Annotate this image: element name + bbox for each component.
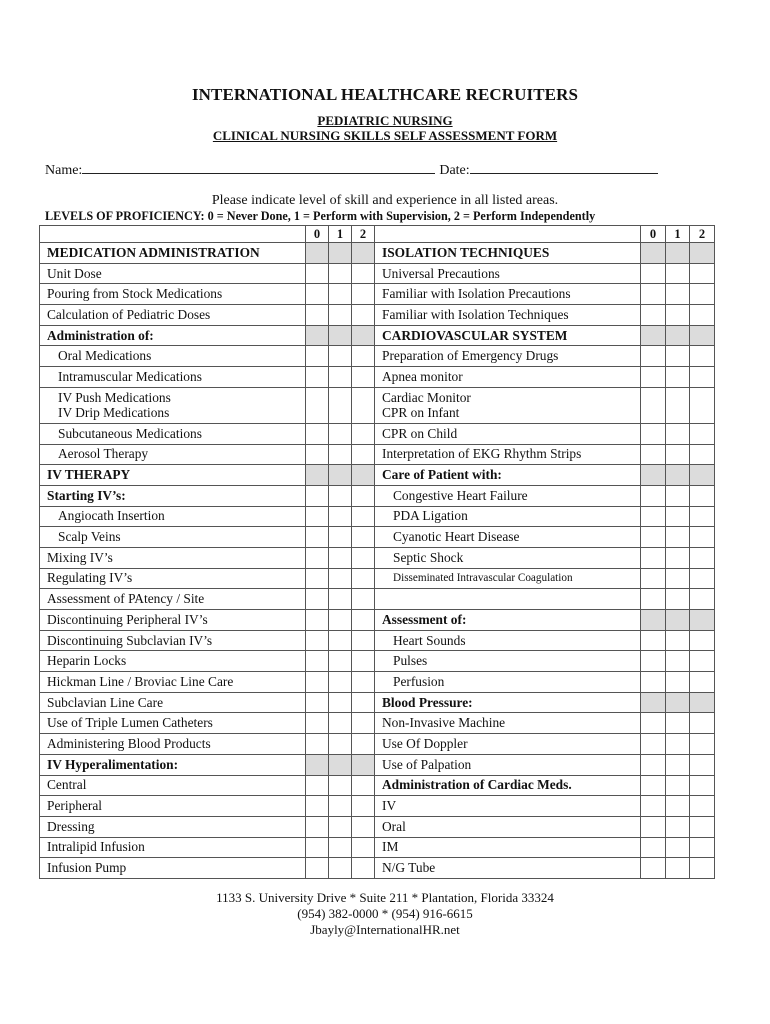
skill-label-line: IV Drip Medications — [58, 405, 170, 421]
skill-label: CARDIOVASCULAR SYSTEM — [375, 325, 641, 346]
left-rating-cell-2[interactable] — [352, 630, 375, 651]
right-rating-cell-0[interactable] — [641, 734, 666, 755]
skill-label: Starting IV’s: — [40, 485, 306, 506]
left-rating-cell-0[interactable] — [306, 837, 329, 858]
left-rating-cell-0[interactable] — [306, 263, 329, 284]
left-rating-cell-1[interactable] — [329, 672, 352, 693]
table-row — [40, 346, 715, 367]
left-rating-cell-1 — [329, 754, 352, 775]
right-rating-cell-1[interactable] — [666, 527, 690, 548]
table-row — [40, 796, 715, 817]
right-rating-cell-2[interactable] — [690, 423, 715, 444]
table-row — [40, 506, 715, 527]
left-rating-cell-0[interactable] — [306, 568, 329, 589]
right-rating-cell-0[interactable] — [641, 367, 666, 388]
right-col-header-1: 1 — [666, 226, 690, 243]
skill-label: Familiar with Isolation Precautions — [375, 284, 641, 305]
skill-label — [375, 387, 641, 423]
right-rating-cell-1[interactable] — [666, 858, 690, 879]
left-rating-cell-2[interactable] — [352, 305, 375, 326]
left-rating-cell-1[interactable] — [329, 568, 352, 589]
skill-label: Dressing — [40, 816, 306, 837]
table-row — [40, 547, 715, 568]
date-label: Date: — [439, 163, 470, 178]
left-rating-cell-0[interactable] — [306, 734, 329, 755]
right-rating-cell-1[interactable] — [666, 754, 690, 775]
form-subtitle: CLINICAL NURSING SKILLS SELF ASSESSMENT FORM — [212, 128, 558, 143]
right-rating-cell-0 — [641, 465, 666, 486]
skill-label: IV Hyperalimentation: — [40, 754, 306, 775]
left-col-header-2: 2 — [352, 226, 375, 243]
left-rating-cell-2[interactable] — [352, 527, 375, 548]
right-rating-cell-1[interactable] — [666, 734, 690, 755]
left-rating-cell-1[interactable] — [329, 485, 352, 506]
left-rating-cell-2[interactable] — [352, 444, 375, 465]
right-rating-cell-0[interactable] — [641, 263, 666, 284]
skill-label: Familiar with Isolation Techniques — [375, 305, 641, 326]
skill-label: Congestive Heart Failure — [375, 485, 641, 506]
right-rating-cell-1[interactable] — [666, 547, 690, 568]
right-rating-cell-1[interactable] — [666, 284, 690, 305]
table-row — [40, 444, 715, 465]
table-row — [40, 263, 715, 284]
right-col-header-0: 0 — [641, 226, 666, 243]
right-rating-cell-0[interactable] — [641, 630, 666, 651]
left-rating-cell-1[interactable] — [329, 346, 352, 367]
left-rating-cell-1[interactable] — [329, 796, 352, 817]
table-row — [40, 423, 715, 444]
right-rating-cell-2[interactable] — [690, 858, 715, 879]
table-row — [40, 713, 715, 734]
skill-label: Administration of: — [40, 325, 306, 346]
left-rating-cell-1[interactable] — [329, 444, 352, 465]
left-rating-cell-0[interactable] — [306, 589, 329, 610]
table-row — [40, 775, 715, 796]
table-row — [40, 305, 715, 326]
right-rating-cell-1 — [666, 465, 690, 486]
right-rating-cell-1[interactable] — [666, 346, 690, 367]
right-rating-cell-1[interactable] — [666, 568, 690, 589]
left-rating-cell-1[interactable] — [329, 506, 352, 527]
left-rating-cell-2 — [352, 325, 375, 346]
footer-phone: (954) 382-0000 * (954) 916-6615 — [297, 906, 473, 921]
left-rating-cell-2[interactable] — [352, 589, 375, 610]
skill-label: Intralipid Infusion — [40, 837, 306, 858]
skill-label: Care of Patient with: — [375, 465, 641, 486]
skill-label: IM — [375, 837, 641, 858]
right-rating-cell-0[interactable] — [641, 346, 666, 367]
left-rating-cell-1[interactable] — [329, 858, 352, 879]
right-rating-cell-1[interactable] — [666, 305, 690, 326]
left-rating-cell-0 — [306, 325, 329, 346]
form-subtitle-specialty: PEDIATRIC NURSING — [317, 113, 453, 128]
right-rating-cell-2[interactable] — [690, 506, 715, 527]
skill-label: Angiocath Insertion — [40, 506, 306, 527]
left-rating-cell-2[interactable] — [352, 816, 375, 837]
left-rating-cell-1[interactable] — [329, 630, 352, 651]
left-rating-cell-2[interactable] — [352, 547, 375, 568]
skill-label: Subcutaneous Medications — [40, 423, 306, 444]
right-rating-cell-0 — [641, 610, 666, 631]
table-row — [40, 837, 715, 858]
skill-label: Oral — [375, 816, 641, 837]
left-rating-cell-1[interactable] — [329, 305, 352, 326]
left-rating-cell-0[interactable] — [306, 775, 329, 796]
skill-label: Infusion Pump — [40, 858, 306, 879]
left-rating-cell-1[interactable] — [329, 284, 352, 305]
skill-label: Administering Blood Products — [40, 734, 306, 755]
right-rating-cell-2[interactable] — [690, 672, 715, 693]
skill-label: ISOLATION TECHNIQUES — [375, 243, 641, 264]
skill-label: Non-Invasive Machine — [375, 713, 641, 734]
left-rating-cell-0 — [306, 243, 329, 264]
left-rating-cell-2[interactable] — [352, 734, 375, 755]
skill-label — [375, 589, 641, 610]
left-rating-cell-0[interactable] — [306, 367, 329, 388]
skill-label: PDA Ligation — [375, 506, 641, 527]
left-rating-cell-2 — [352, 243, 375, 264]
skill-label: CPR on Child — [375, 423, 641, 444]
skills-table — [39, 225, 715, 879]
right-rating-cell-0[interactable] — [641, 423, 666, 444]
left-rating-cell-1[interactable] — [329, 423, 352, 444]
left-rating-cell-1[interactable] — [329, 263, 352, 284]
right-rating-cell-1[interactable] — [666, 263, 690, 284]
skill-label-line: IV Push Medications — [58, 390, 171, 406]
left-rating-cell-2[interactable] — [352, 506, 375, 527]
right-rating-cell-2[interactable] — [690, 444, 715, 465]
right-rating-cell-1[interactable] — [666, 796, 690, 817]
left-rating-cell-0[interactable] — [306, 423, 329, 444]
right-rating-cell-2 — [690, 692, 715, 713]
right-rating-cell-0[interactable] — [641, 816, 666, 837]
left-rating-cell-2[interactable] — [352, 387, 375, 423]
table-row — [40, 858, 715, 879]
table-row — [40, 610, 715, 631]
left-rating-cell-1 — [329, 465, 352, 486]
skill-label: Septic Shock — [375, 547, 641, 568]
skill-label: IV THERAPY — [40, 465, 306, 486]
left-rating-cell-2[interactable] — [352, 692, 375, 713]
left-rating-cell-2[interactable] — [352, 423, 375, 444]
right-rating-cell-2[interactable] — [690, 305, 715, 326]
skill-label: N/G Tube — [375, 858, 641, 879]
skill-label: Subclavian Line Care — [40, 692, 306, 713]
right-rating-cell-1 — [666, 692, 690, 713]
skill-label: Unit Dose — [40, 263, 306, 284]
skill-label: Universal Precautions — [375, 263, 641, 284]
instructions: Please indicate level of skill and experience in all listed areas. — [211, 193, 559, 208]
left-rating-cell-1[interactable] — [329, 837, 352, 858]
right-rating-cell-1[interactable] — [666, 589, 690, 610]
right-rating-cell-1 — [666, 325, 690, 346]
right-rating-cell-0[interactable] — [641, 527, 666, 548]
left-rating-cell-2[interactable] — [352, 610, 375, 631]
table-row — [40, 465, 715, 486]
skill-label: Disseminated Intravascular Coagulation — [375, 568, 641, 589]
left-rating-cell-0[interactable] — [306, 796, 329, 817]
skill-label: Assessment of PAtency / Site — [40, 589, 306, 610]
skill-label: Discontinuing Subclavian IV’s — [40, 630, 306, 651]
right-rating-cell-1[interactable] — [666, 713, 690, 734]
skill-label: Pulses — [375, 651, 641, 672]
left-rating-cell-2[interactable] — [352, 858, 375, 879]
table-row — [40, 485, 715, 506]
right-rating-cell-0[interactable] — [641, 506, 666, 527]
right-rating-cell-0[interactable] — [641, 672, 666, 693]
left-rating-cell-2[interactable] — [352, 775, 375, 796]
name-label: Name: — [45, 163, 83, 178]
left-rating-cell-1[interactable] — [329, 775, 352, 796]
skill-label: Oral Medications — [40, 346, 306, 367]
left-rating-cell-0[interactable] — [306, 610, 329, 631]
skill-label: Heart Sounds — [375, 630, 641, 651]
left-rating-cell-0[interactable] — [306, 816, 329, 837]
table-row — [40, 651, 715, 672]
left-rating-cell-1[interactable] — [329, 816, 352, 837]
right-rating-cell-1[interactable] — [666, 672, 690, 693]
right-rating-cell-2[interactable] — [690, 651, 715, 672]
right-rating-cell-2[interactable] — [690, 837, 715, 858]
footer-email: Jbayly@InternationalHR.net — [310, 922, 460, 937]
right-rating-cell-2[interactable] — [690, 547, 715, 568]
left-rating-cell-0 — [306, 465, 329, 486]
left-rating-cell-0[interactable] — [306, 284, 329, 305]
left-rating-cell-1 — [329, 243, 352, 264]
table-row — [40, 527, 715, 548]
right-rating-cell-0 — [641, 692, 666, 713]
skill-label: Apnea monitor — [375, 367, 641, 388]
right-rating-cell-2 — [690, 243, 715, 264]
left-rating-cell-2[interactable] — [352, 672, 375, 693]
right-rating-cell-2[interactable] — [690, 527, 715, 548]
skill-label: MEDICATION ADMINISTRATION — [40, 243, 306, 264]
right-rating-cell-0[interactable] — [641, 387, 666, 423]
right-rating-cell-2[interactable] — [690, 816, 715, 837]
left-rating-cell-0[interactable] — [306, 713, 329, 734]
skill-label: Discontinuing Peripheral IV’s — [40, 610, 306, 631]
right-rating-cell-0[interactable] — [641, 589, 666, 610]
left-rating-cell-1[interactable] — [329, 651, 352, 672]
name-date-line — [45, 160, 675, 179]
left-rating-cell-1[interactable] — [329, 692, 352, 713]
right-rating-cell-2[interactable] — [690, 263, 715, 284]
skill-label: Preparation of Emergency Drugs — [375, 346, 641, 367]
right-rating-cell-2 — [690, 325, 715, 346]
right-rating-cell-1[interactable] — [666, 506, 690, 527]
table-row — [40, 589, 715, 610]
left-rating-cell-0[interactable] — [306, 387, 329, 423]
right-rating-cell-2[interactable] — [690, 387, 715, 423]
left-rating-cell-0[interactable] — [306, 506, 329, 527]
table-row — [40, 754, 715, 775]
right-rating-cell-1[interactable] — [666, 816, 690, 837]
right-rating-cell-2[interactable] — [690, 754, 715, 775]
skill-label: Intramuscular Medications — [40, 367, 306, 388]
table-row — [40, 672, 715, 693]
skill-label: Use Of Doppler — [375, 734, 641, 755]
right-rating-cell-2[interactable] — [690, 284, 715, 305]
skill-label: Heparin Locks — [40, 651, 306, 672]
skill-label: Central — [40, 775, 306, 796]
skill-label: Hickman Line / Broviac Line Care — [40, 672, 306, 693]
right-rating-cell-0[interactable] — [641, 485, 666, 506]
proficiency-legend: LEVELS OF PROFICIENCY: 0 = Never Done, 1 = Perform with Supervision, 2 = Perform Independently — [45, 209, 596, 223]
left-rating-cell-2[interactable] — [352, 651, 375, 672]
left-rating-cell-2[interactable] — [352, 568, 375, 589]
skill-label-line: CPR on Infant — [382, 405, 460, 421]
right-rating-cell-2[interactable] — [690, 568, 715, 589]
right-rating-cell-0[interactable] — [641, 713, 666, 734]
right-header-blank — [375, 226, 641, 243]
right-rating-cell-0[interactable] — [641, 858, 666, 879]
left-rating-cell-2[interactable] — [352, 796, 375, 817]
skill-label: Cyanotic Heart Disease — [375, 527, 641, 548]
skill-label: Pouring from Stock Medications — [40, 284, 306, 305]
skill-label: Use of Triple Lumen Catheters — [40, 713, 306, 734]
right-rating-cell-0[interactable] — [641, 651, 666, 672]
left-rating-cell-1[interactable] — [329, 734, 352, 755]
table-row — [40, 692, 715, 713]
left-col-header-1: 1 — [329, 226, 352, 243]
left-rating-cell-1[interactable] — [329, 589, 352, 610]
right-rating-cell-2[interactable] — [690, 367, 715, 388]
table-row — [40, 243, 715, 264]
left-rating-cell-0 — [306, 754, 329, 775]
right-rating-cell-1[interactable] — [666, 837, 690, 858]
right-rating-cell-0[interactable] — [641, 837, 666, 858]
right-rating-cell-0[interactable] — [641, 284, 666, 305]
right-rating-cell-2[interactable] — [690, 346, 715, 367]
date-field[interactable] — [470, 160, 658, 174]
right-rating-cell-2[interactable] — [690, 734, 715, 755]
left-rating-cell-0[interactable] — [306, 527, 329, 548]
skill-label: Scalp Veins — [40, 527, 306, 548]
left-col-header-0: 0 — [306, 226, 329, 243]
right-rating-cell-2 — [690, 610, 715, 631]
left-rating-cell-0[interactable] — [306, 651, 329, 672]
right-rating-cell-0 — [641, 243, 666, 264]
skill-label: Mixing IV’s — [40, 547, 306, 568]
skill-label: Regulating IV’s — [40, 568, 306, 589]
skill-label: Interpretation of EKG Rhythm Strips — [375, 444, 641, 465]
left-rating-cell-0[interactable] — [306, 305, 329, 326]
right-rating-cell-1[interactable] — [666, 387, 690, 423]
right-rating-cell-0[interactable] — [641, 444, 666, 465]
left-rating-cell-1[interactable] — [329, 713, 352, 734]
right-rating-cell-1[interactable] — [666, 775, 690, 796]
right-rating-cell-0 — [641, 325, 666, 346]
page-title: INTERNATIONAL HEALTHCARE RECRUITERS — [191, 85, 579, 104]
right-rating-cell-1 — [666, 243, 690, 264]
left-rating-cell-0[interactable] — [306, 444, 329, 465]
skill-label — [40, 387, 306, 423]
left-rating-cell-1[interactable] — [329, 387, 352, 423]
left-rating-cell-0[interactable] — [306, 346, 329, 367]
skill-label: Administration of Cardiac Meds. — [375, 775, 641, 796]
left-rating-cell-0[interactable] — [306, 858, 329, 879]
left-rating-cell-2 — [352, 465, 375, 486]
left-rating-cell-2 — [352, 754, 375, 775]
table-row — [40, 568, 715, 589]
left-rating-cell-1[interactable] — [329, 547, 352, 568]
skill-label: Blood Pressure: — [375, 692, 641, 713]
table-row — [40, 367, 715, 388]
right-rating-cell-1 — [666, 610, 690, 631]
right-rating-cell-1[interactable] — [666, 444, 690, 465]
left-rating-cell-1 — [329, 325, 352, 346]
skill-label: Perfusion — [375, 672, 641, 693]
left-header-blank — [40, 226, 306, 243]
right-rating-cell-0[interactable] — [641, 754, 666, 775]
skill-label: IV — [375, 796, 641, 817]
skill-label: Aerosol Therapy — [40, 444, 306, 465]
table-row — [40, 630, 715, 651]
right-rating-cell-0[interactable] — [641, 568, 666, 589]
left-rating-cell-0[interactable] — [306, 547, 329, 568]
skill-label: Peripheral — [40, 796, 306, 817]
left-rating-cell-2[interactable] — [352, 284, 375, 305]
column-header-row — [40, 226, 715, 243]
right-rating-cell-1[interactable] — [666, 367, 690, 388]
left-rating-cell-0[interactable] — [306, 672, 329, 693]
table-row — [40, 816, 715, 837]
right-rating-cell-2[interactable] — [690, 775, 715, 796]
right-rating-cell-1[interactable] — [666, 423, 690, 444]
left-rating-cell-1[interactable] — [329, 610, 352, 631]
right-col-header-2: 2 — [690, 226, 715, 243]
right-rating-cell-0[interactable] — [641, 305, 666, 326]
left-rating-cell-2[interactable] — [352, 263, 375, 284]
name-field[interactable] — [82, 160, 435, 174]
table-row — [40, 734, 715, 755]
table-row — [40, 325, 715, 346]
left-rating-cell-2[interactable] — [352, 485, 375, 506]
right-rating-cell-2[interactable] — [690, 630, 715, 651]
left-rating-cell-0[interactable] — [306, 485, 329, 506]
skill-label: Use of Palpation — [375, 754, 641, 775]
right-rating-cell-2[interactable] — [690, 485, 715, 506]
right-rating-cell-2[interactable] — [690, 589, 715, 610]
right-rating-cell-2[interactable] — [690, 796, 715, 817]
skill-label-line: Cardiac Monitor — [382, 390, 471, 406]
left-rating-cell-1[interactable] — [329, 527, 352, 548]
skill-label: Assessment of: — [375, 610, 641, 631]
left-rating-cell-0[interactable] — [306, 630, 329, 651]
right-rating-cell-1[interactable] — [666, 630, 690, 651]
left-rating-cell-2[interactable] — [352, 837, 375, 858]
left-rating-cell-2[interactable] — [352, 346, 375, 367]
left-rating-cell-1[interactable] — [329, 367, 352, 388]
left-rating-cell-2[interactable] — [352, 713, 375, 734]
table-row — [40, 284, 715, 305]
table-row — [40, 387, 715, 423]
right-rating-cell-0[interactable] — [641, 775, 666, 796]
skill-label: Calculation of Pediatric Doses — [40, 305, 306, 326]
right-rating-cell-1[interactable] — [666, 485, 690, 506]
right-rating-cell-0[interactable] — [641, 796, 666, 817]
footer-address: 1133 S. University Drive * Suite 211 * Plantation, Florida 33324 — [216, 890, 554, 905]
right-rating-cell-2[interactable] — [690, 713, 715, 734]
right-rating-cell-1[interactable] — [666, 651, 690, 672]
left-rating-cell-0[interactable] — [306, 692, 329, 713]
left-rating-cell-2[interactable] — [352, 367, 375, 388]
right-rating-cell-2 — [690, 465, 715, 486]
right-rating-cell-0[interactable] — [641, 547, 666, 568]
